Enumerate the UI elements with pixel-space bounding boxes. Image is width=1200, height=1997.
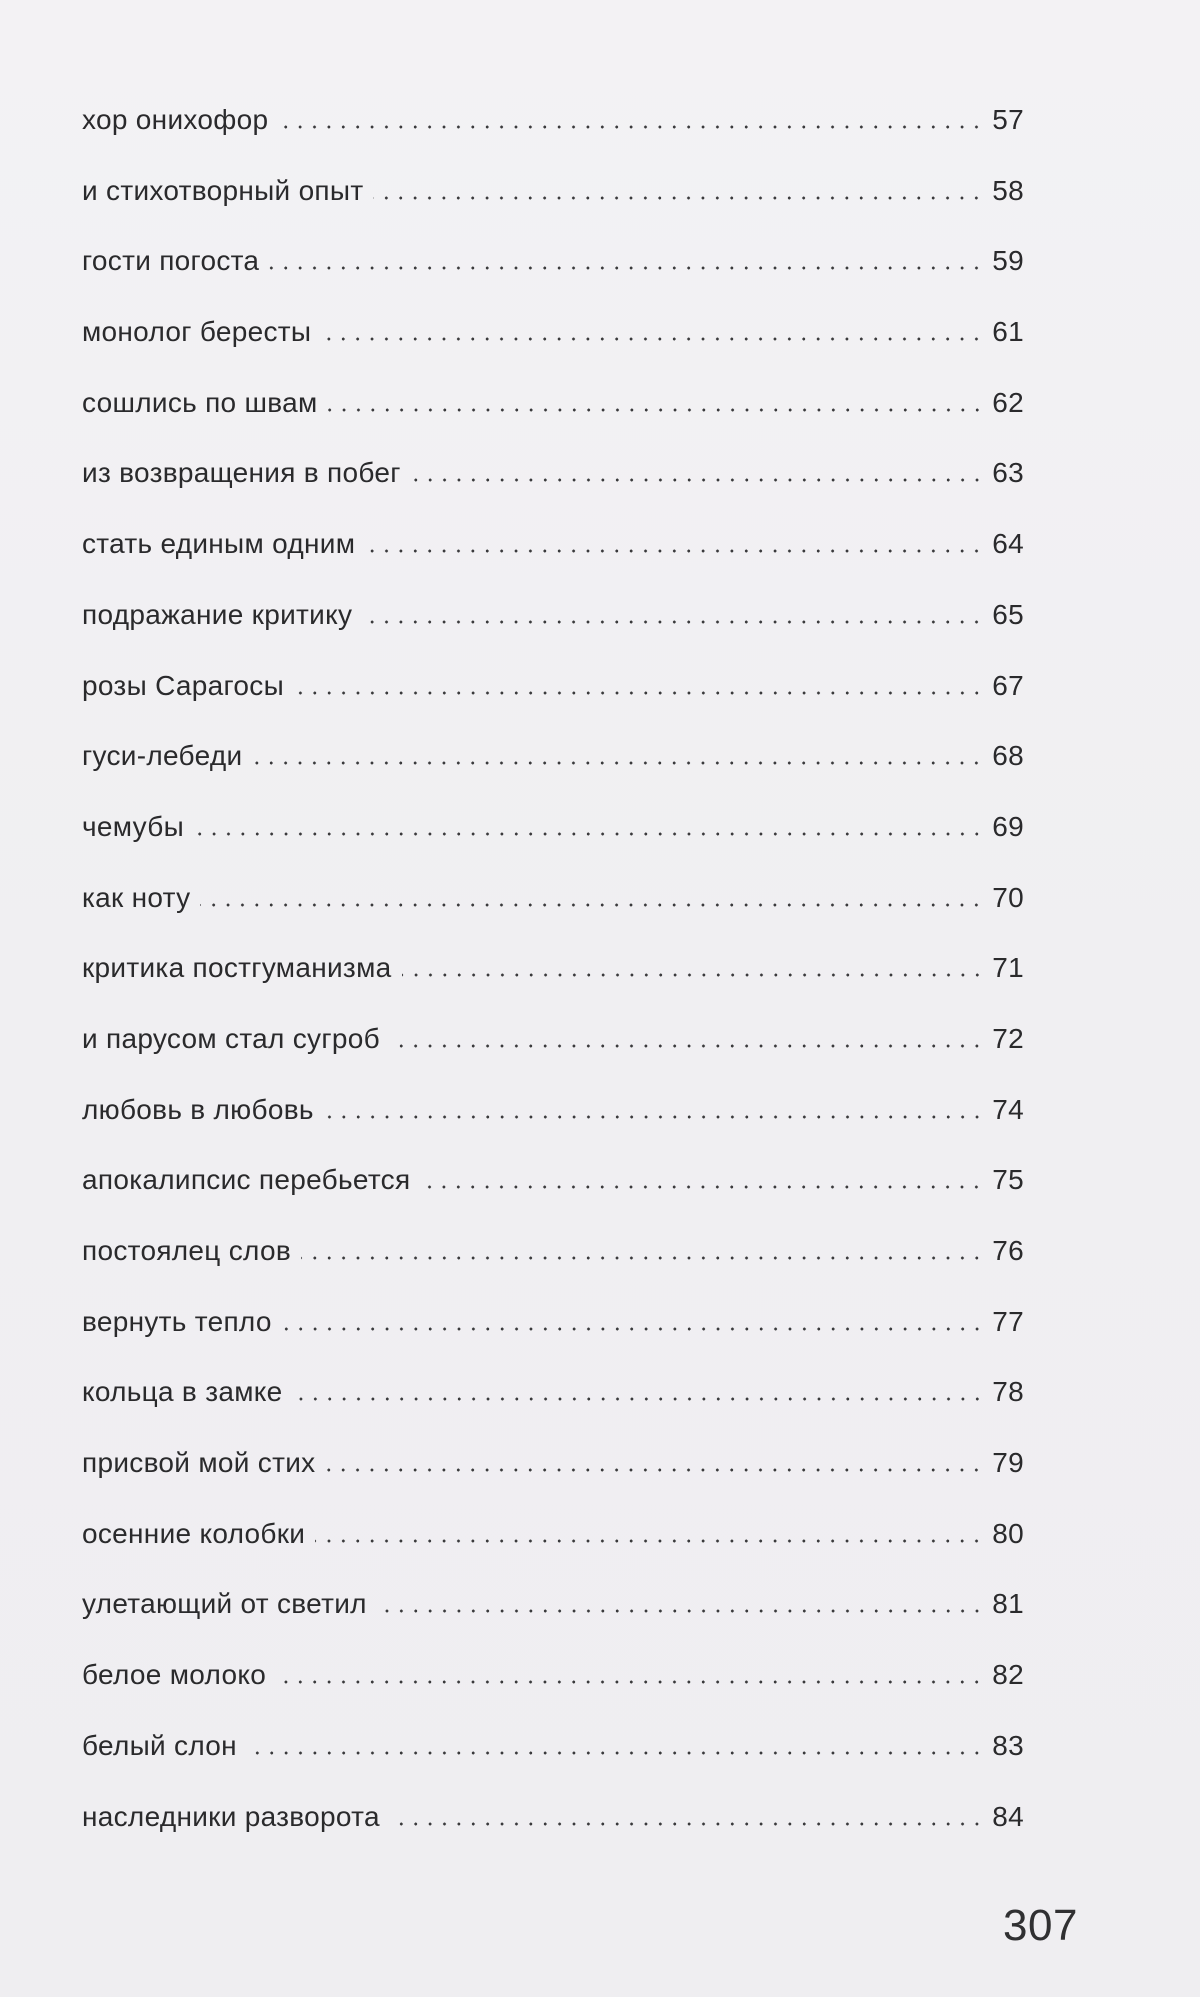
dot-leader <box>294 691 984 695</box>
toc-entry <box>82 811 1024 882</box>
toc-entry-title: стать единым одним <box>82 528 356 560</box>
toc-entry-page: 84 <box>992 1800 1024 1832</box>
toc-entry-page: 80 <box>992 1517 1024 1549</box>
toc-entry-page: 79 <box>992 1447 1024 1479</box>
dot-leader <box>200 903 984 907</box>
dot-leader <box>276 1680 984 1684</box>
dot-leader <box>390 1822 984 1826</box>
toc-entry-page: 72 <box>992 1022 1024 1054</box>
toc-entry-page: 68 <box>992 740 1024 772</box>
toc-entry-title: улетающий от светил <box>82 1588 367 1620</box>
toc-entry <box>82 528 1024 599</box>
toc-entry-page: 67 <box>992 669 1024 701</box>
toc-entry-page: 64 <box>992 528 1024 560</box>
toc-entry-page: 61 <box>992 316 1024 348</box>
toc-entry-title: критика постгуманизма <box>82 952 392 984</box>
toc-entry <box>82 670 1024 741</box>
dot-leader <box>321 337 984 341</box>
dot-leader <box>324 1115 984 1119</box>
toc-entry-title: и парусом стал сугроб <box>82 1022 380 1054</box>
toc-entry-title: розы Сарагосы <box>82 669 285 701</box>
toc-entry <box>82 1164 1024 1235</box>
toc-entry-title: любовь в любовь <box>82 1093 314 1125</box>
toc-entry-page: 83 <box>992 1729 1024 1761</box>
toc-entry <box>82 1801 1024 1872</box>
page-number: 307 <box>1003 1901 1078 1950</box>
toc-entry-page: 74 <box>992 1093 1024 1125</box>
dot-leader <box>411 478 984 482</box>
dot-leader <box>252 761 984 765</box>
toc-entry-page: 69 <box>992 810 1024 842</box>
dot-leader <box>194 832 984 836</box>
toc-entry <box>82 104 1024 175</box>
toc-entry <box>82 387 1024 458</box>
toc-entry <box>82 457 1024 528</box>
toc-entry-title: подражание критику <box>82 598 353 630</box>
toc-entry-page: 62 <box>992 386 1024 418</box>
toc-entry-page: 65 <box>992 598 1024 630</box>
toc-entry <box>82 1094 1024 1165</box>
toc-entry <box>82 599 1024 670</box>
toc-entry-title: хор онихофор <box>82 104 269 135</box>
toc-entry <box>82 1023 1024 1094</box>
toc-entry-title: монолог бересты <box>82 316 312 348</box>
toc-entry <box>82 1588 1024 1659</box>
toc-entry-title: сошлись по швам <box>82 386 318 418</box>
dot-leader <box>278 125 984 129</box>
toc-entry-title: белое молоко <box>82 1659 267 1691</box>
toc-entry <box>82 1730 1024 1801</box>
toc-entry-page: 63 <box>992 457 1024 489</box>
dot-leader <box>377 1609 984 1613</box>
dot-leader <box>328 408 984 412</box>
dot-leader <box>247 1751 984 1755</box>
dot-leader <box>390 1044 984 1048</box>
toc-entry-title: белый слон <box>82 1729 237 1761</box>
toc-entry-title: апокалипсис перебьется <box>82 1164 411 1196</box>
dot-leader <box>365 549 984 553</box>
toc-entry <box>82 740 1024 811</box>
toc-entry <box>82 245 1024 316</box>
toc-entry-page: 81 <box>992 1588 1024 1620</box>
dot-leader <box>325 1468 984 1472</box>
toc-entry-title: осенние колобки <box>82 1517 306 1549</box>
toc-entry <box>82 1306 1024 1377</box>
toc-entry-page: 58 <box>992 174 1024 206</box>
toc-entry-title: наследники разворота <box>82 1800 380 1832</box>
toc-entry <box>82 1376 1024 1447</box>
toc-entry-title: гости погоста <box>82 245 260 277</box>
toc-entry <box>82 1659 1024 1730</box>
toc-entry-title: как ноту <box>82 881 191 913</box>
toc-entry <box>82 175 1024 246</box>
toc-entry <box>82 1235 1024 1306</box>
toc-entry-title: из возвращения в побег <box>82 457 401 489</box>
toc-entry-title: кольца в замке <box>82 1376 283 1408</box>
toc-entry <box>82 316 1024 387</box>
dot-leader <box>402 973 985 977</box>
toc-entry <box>82 1447 1024 1518</box>
dot-leader <box>315 1539 984 1543</box>
toc-entry-page: 77 <box>992 1305 1024 1337</box>
toc-entry-page: 57 <box>992 104 1024 135</box>
toc-entry-title: присвой мой стих <box>82 1447 316 1479</box>
toc-entry-title: и стихотворный опыт <box>82 174 364 206</box>
table-of-contents <box>82 104 1024 1871</box>
toc-entry-page: 59 <box>992 245 1024 277</box>
toc-entry <box>82 1518 1024 1589</box>
toc-entry <box>82 882 1024 953</box>
dot-leader <box>293 1397 985 1401</box>
toc-entry-page: 71 <box>992 952 1024 984</box>
toc-entry-title: чемубы <box>82 810 185 842</box>
dot-leader <box>362 620 984 624</box>
dot-leader <box>282 1327 984 1331</box>
toc-entry-page: 70 <box>992 881 1024 913</box>
dot-leader <box>420 1185 984 1189</box>
toc-entry-page: 82 <box>992 1659 1024 1691</box>
toc-entry-title: вернуть тепло <box>82 1305 272 1337</box>
toc-entry-title: постоялец слов <box>82 1235 292 1266</box>
toc-entry-page: 76 <box>992 1235 1024 1266</box>
toc-entry-page: 75 <box>992 1164 1024 1196</box>
toc-entry-title: гуси-лебеди <box>82 740 243 772</box>
dot-leader <box>373 196 984 200</box>
dot-leader <box>301 1256 984 1260</box>
dot-leader <box>269 266 984 270</box>
toc-entry <box>82 952 1024 1023</box>
toc-entry-page: 78 <box>992 1376 1024 1408</box>
